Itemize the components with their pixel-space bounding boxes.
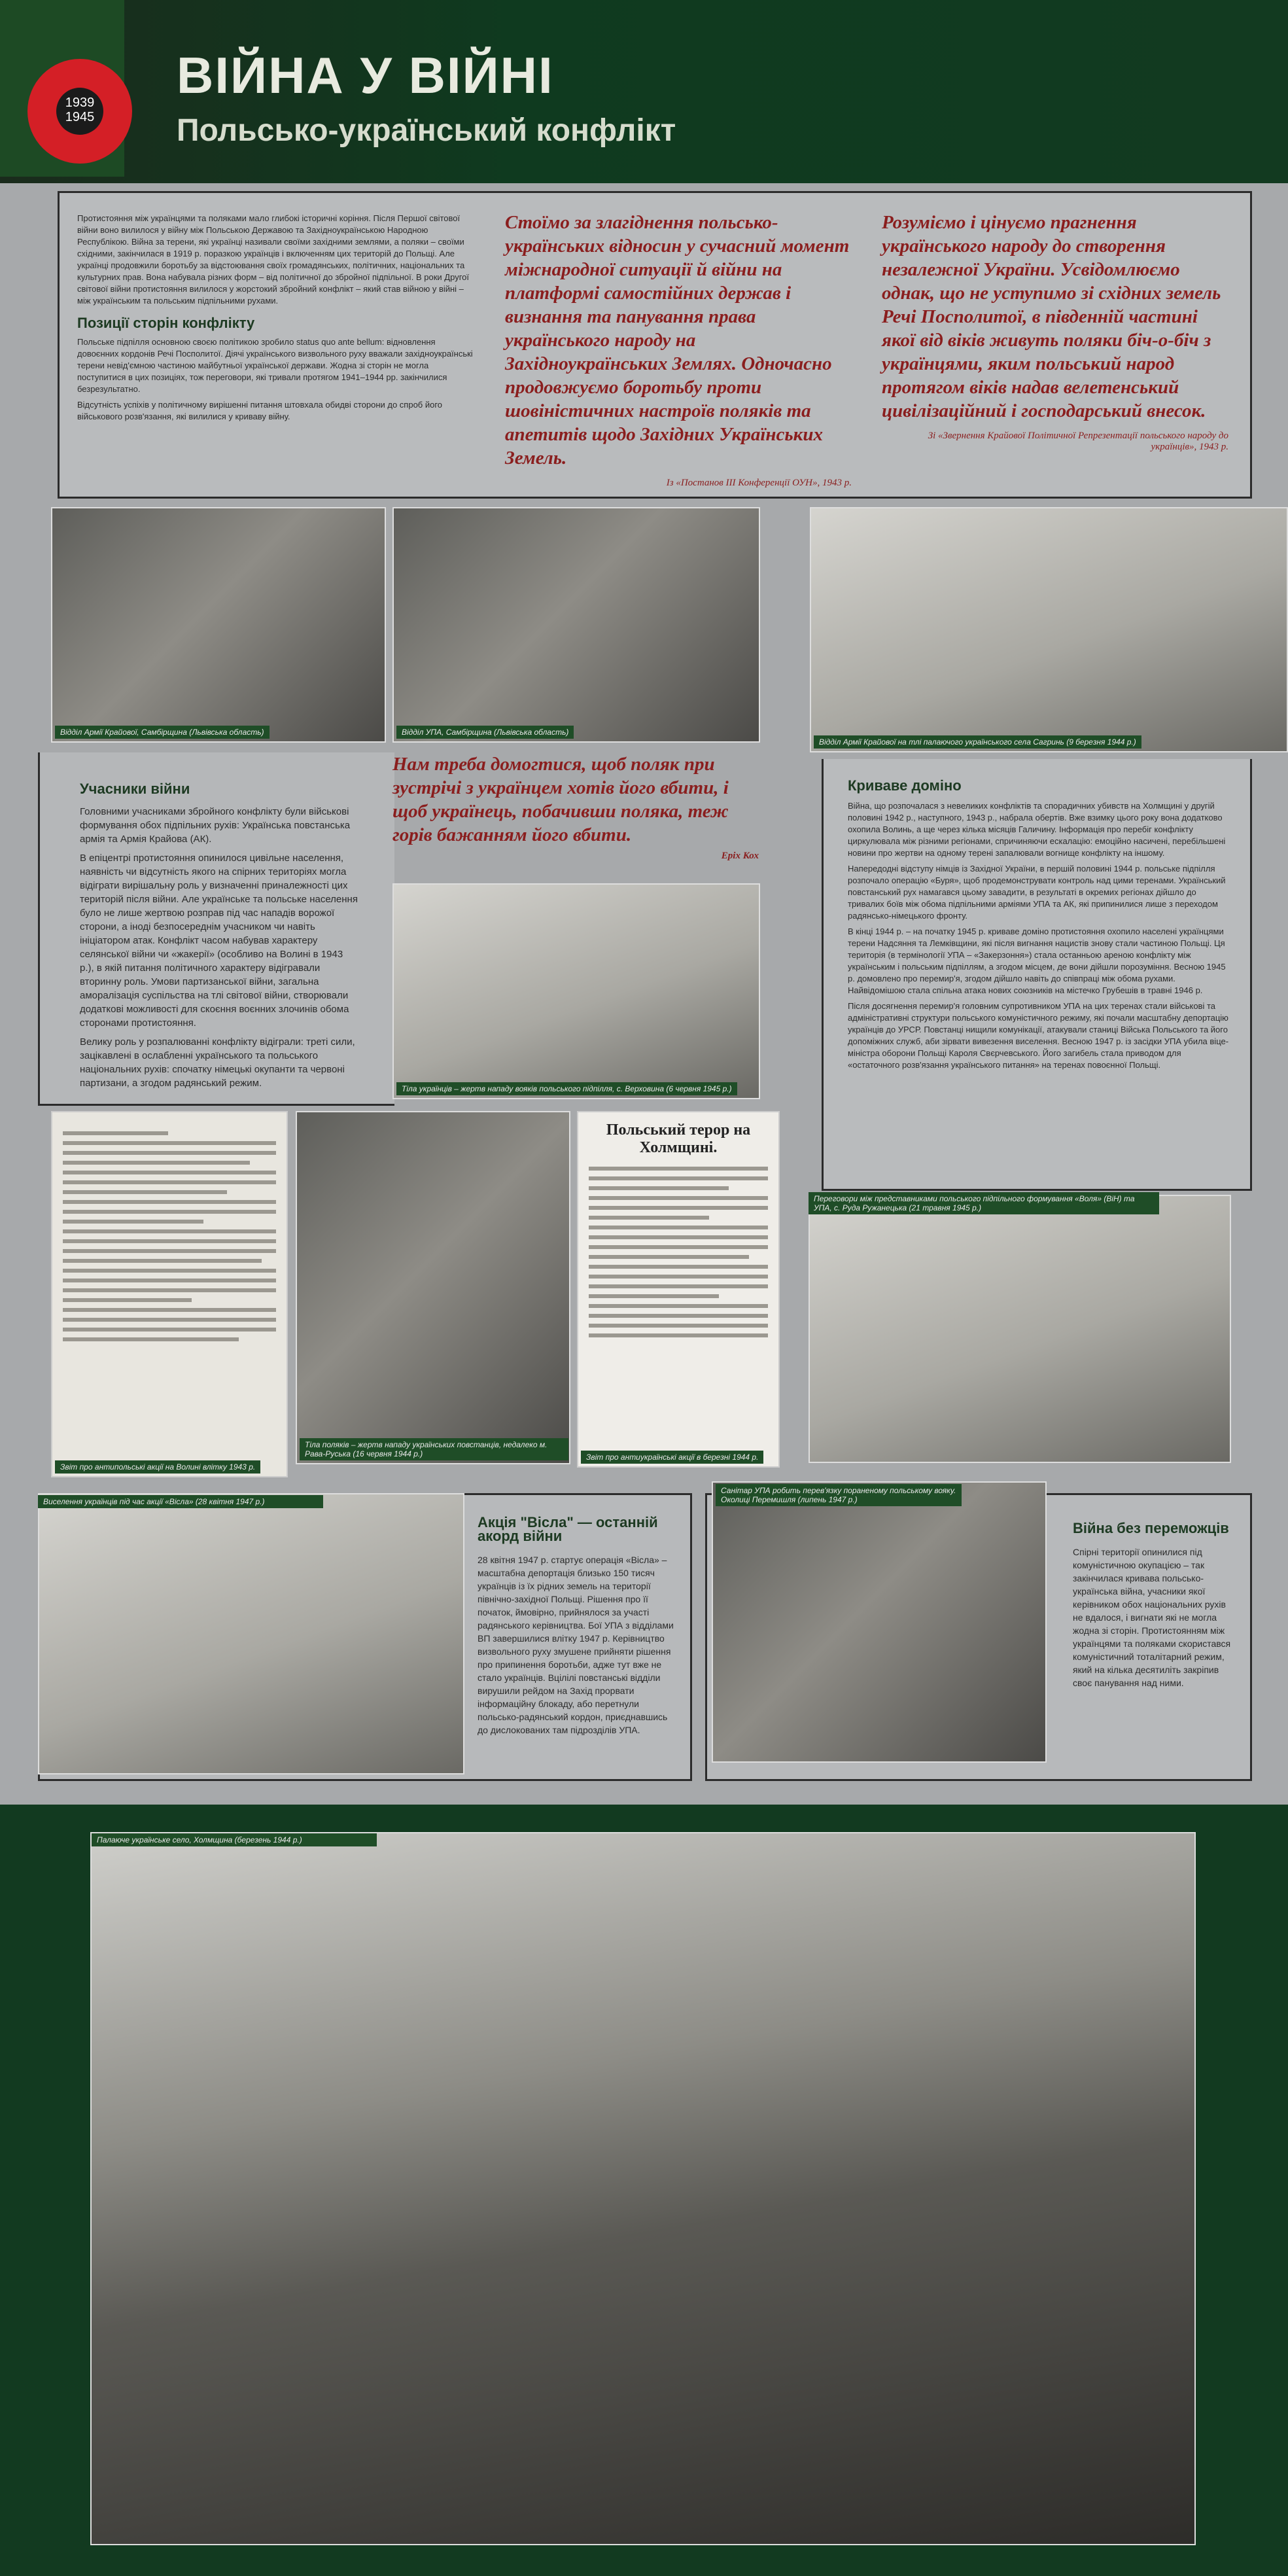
koch-quote-text: Нам треба домогтися, щоб поляк при зустрічі з українцем хотів його вбити, і щоб українець, побачивши поляка, теж горів бажанням його вбити. <box>392 754 729 845</box>
page-subtitle: Польсько-український конфлікт <box>177 113 676 148</box>
photo-upa-unit <box>392 507 760 743</box>
badge-year-end: 1945 <box>65 110 95 124</box>
vistula-photo-caption: Виселення українців під час акції «Вісла» (28 квітня 1947 р.) <box>38 1495 323 1508</box>
koch-quote <box>392 752 759 862</box>
no-winners-heading: Війна без переможців <box>1073 1520 1229 1536</box>
photo-vistula-deportation <box>38 1493 464 1774</box>
badge-year-start: 1939 <box>65 96 95 110</box>
document-title: Польський терор на Холмщині. <box>606 1121 751 1156</box>
domino-paragraph-3: В кінці 1944 р. – на початку 1945 р. криваве доміно протистояння охопило населені українцями терени Надсяння та Лемківщини, які після вигнання нацистів знову стали частиною Польщі. Ця територія (в термінології УПА – «Закерзоння») стала останньою ареною конфлікту між українським і польським підпіллям, а згодом місцем, де вони дійшли порозуміння. Весною 1945 р. домовлено про перемир'я, згодом дійшло навіть до співпраці між обома рухами. Найвідомішою стала спільна атака нових союзників на містечко Грубешів в травні 1946 р. <box>848 926 1226 995</box>
domino-paragraph-2: Напередодні відступу німців із Західної України, в першій половині 1944 р. польське підпілля розпочало операцію «Буря», щоб продемонструвати контроль над цими теренами. Український повстанський рух намагався цьому завадити, в результаті в окремих регіонах дійшло до тривалих боїв між обома підпільними арміями УПА та АК, які припинилися лише з переходом радянсько-німецького фронту. <box>848 864 1226 921</box>
negotiation-caption: Переговори між представниками польського підпільного формування «Воля» (ВіН) та УПА, с. Руда Ружанецька (21 травня 1945 р.) <box>809 1192 1159 1214</box>
domino-heading: Криваве доміно <box>848 777 962 794</box>
intro-paragraph-1: Протистояння між українцями та поляками мало глибокі історичні коріння. Після Першої світової війни воно вилилося у війну між Польською Державою та Західноукраїнською Народною Республікою. Війна за терени, які українці називали своїми західними землями, а поляки – своїми східними, закінчилася в 1919 р. поразкою українців і включенням цих територій до Польщі. Але українці продовжили боротьбу за відстоювання своїх громадянських, політичних, національних та культурних прав. Вона набувала різних форм – від політичної до збройної підпільної. В роки Другої світової війни протистояння вилилося у жорстокий збройний конфлікт – який став війною у війні – між українським та польським підпільними рухами. <box>77 213 469 306</box>
koch-quote-source: Еріх Кох <box>721 851 759 861</box>
participants-heading: Учасники війни <box>80 781 190 797</box>
oun-quote-source: Із «Постанов III Конференції ОУН», 1943 р. <box>666 478 852 488</box>
participants-paragraph-1: Головними учасниками збройного конфлікту були військові формування обох підпільних рухів: Українська повстанська армія та Армія Крайова (АК). <box>80 806 351 845</box>
photo-caption: Тіла поляків – жертв нападу українських повстанців, недалеко м. Рава-Руська (16 червня 1944 р.) <box>300 1438 568 1460</box>
photo-caption: Відділ Армії Крайової на тлі палаючого українського села Сагринь (9 березня 1944 р.) <box>814 735 1141 749</box>
photo-verkhovyna-victims <box>392 883 760 1099</box>
photo-caption: Тіла українців – жертв нападу вояків польського підпілля, с. Верховина (6 червня 1945 р.) <box>396 1082 737 1095</box>
vistula-heading: Акція "Вісла" — останній акорд війни <box>478 1514 658 1544</box>
participants-text <box>80 782 358 1090</box>
photo-burning-village <box>90 1832 1196 2545</box>
domino-paragraph-1: Війна, що розпочалася з невеликих конфліктів та спорадичних убивств на Холмщині у другій половині 1942 р., наступного, 1943 р., набрала обертів. Вже взимку цього року вона додатково охопила Волинь, а ще через кілька місяців Галичину. Інформація про перебіг конфлікту циркулювала між різними регіонами, спричиняючи ескалацію: емоційно насичені, перебільшені новини про жертви на одному терені запалювали вогнище конфлікту на іншому. <box>848 801 1226 858</box>
polish-quote <box>882 211 1228 453</box>
participants-paragraph-2: В епіцентрі протистояння опинилося цивільне населення, наявність чи відсутність якого на спірних територіях могла відіграти вирішальну роль у визначенні приналежності цих територій після війни. Але українське та польське населення було не лише жертвою розправ під час нападів ворожої сторони, а іноді безпосереднім учасником чи навіть ініціатором атак. Конфлікт часом набував характеру селянської війни чи «жакерії» (особливо на Волині в 1943 р.), в якій питання політичного характеру відігравали вторинну роль. Умови партизанської війни, загальна аморалізація суспільства на тлі світової війни, створювали додаткові можливості для скоєння воєнних злочинів обома сторонами протистояння. <box>80 853 358 1029</box>
domino-paragraph-4: Після досягнення перемир'я головним супротивником УПА на цих теренах стали військові та адміністративні структури польського комуністичного режиму, які почали масштабну депортацію українців до УРСР. Повстанці нищили комунікації, атакували станиці Війська Польського та його допоміжних служб, аби зірвати вивезення виселення. Весною 1947 р. із засідки УПА убила віце-міністра оборони Польщі Кароля Свєрчевського. Його загибель стала приводом для «остаточного розв'язання українського питання» на теренах повоєнної Польщі. <box>848 1001 1229 1070</box>
photo-upa-medic <box>712 1481 1047 1763</box>
document-caption: Звіт про антипольські акції на Волині влітку 1943 р. <box>55 1460 260 1473</box>
document-volyn-report <box>51 1111 288 1477</box>
intro-text <box>77 213 476 423</box>
domino-text <box>848 779 1230 1071</box>
vistula-paragraph: 28 квітня 1947 р. стартує операція «Вісла» – масштабна депортація близько 150 тисяч українців із їх рідних земель на території північно-західної Польщі. Рішення про її початок, ймовірно, прийнялося за участі радянського керівництва. Бої УПА з відділами ВП завершилися влітку 1947 р. Керівництво визвольного руху змушене прийняти рішення про припинення боротьби, адже тут вже не стало українців. Вцілілі повстанські відділи вирушили рейдом на Захід прорвати інформаційну блокаду, або перетнули польсько-радянський кордон, приєднавшись до дислокованих там підрозділів УПА. <box>478 1555 674 1735</box>
vistula-text <box>478 1515 677 1737</box>
no-winners-photo-caption: Санітар УПА робить перев'язку пораненому польському вояку. Околиці Перемишля (липень 1947 р.) <box>716 1484 962 1506</box>
burning-village-caption: Палаюче українське село, Холмщина (березень 1944 р.) <box>92 1833 377 1846</box>
page-title: ВІЙНА У ВІЙНІ <box>177 46 554 104</box>
intro-heading: Позиції сторін конфлікту <box>77 315 255 331</box>
oun-quote-text: Стоїмо за злагіднення польсько-українських відносин у сучасний момент міжнародної ситуації й війни на платформі самостійних держав і визнання та панування права українського народу на Західноукраїнських Землях. Одночасно продовжуємо боротьбу проти шовіністичних настроїв поляків та апетитів щодо Західних Українських Земель. <box>505 212 850 468</box>
participants-paragraph-3: Велику роль у розпалюванні конфлікту відіграли: треті сили, зацікавлені в ослабленні українського та польського національних рухів: спочатку німецькі окупанти та червоні партизани, а згодом радянський режим. <box>80 1036 355 1089</box>
document-kholm-terror <box>577 1111 780 1468</box>
photo-caption: Відділ Армії Крайової, Самбірщина (Львівська область) <box>55 726 270 739</box>
printed-lines <box>578 1157 778 1337</box>
badge-years <box>56 88 103 135</box>
intro-paragraph-2: Польське підпілля основною своєю політикою зробило status quo ante bellum: відновлення довоєнних кордонів Речі Посполитої. Діячі українського визвольного руху вважали західноукраїнські терени невід'ємною частиною майбутньої української держави. Жодна зі сторін не могла поступитися в цих позиціях, тож переговори, які тривали протягом 1941–1944 рр. закінчилися безрезультатно. <box>77 337 473 394</box>
no-winners-paragraph: Спірні території опинилися під комуністичною окупацією – так закінчилася кривава польсько-українська війна, учасники якої керівником обох національних рухів не вдалося, і вигнати які не могла жодна зі сторін. Протистоянням між українцями та поляками скористався комуністичний тоталітарний режим, який на кілька десятиліть закріпив своє панування над ними. <box>1073 1547 1231 1688</box>
photo-ak-sahryn <box>810 507 1288 752</box>
no-winners-text <box>1073 1521 1236 1689</box>
intro-paragraph-3: Відсутність успіхів у політичному вирішенні питання штовхала обидві сторони до спроб його військового розв'язання, які вилилися у криваву війну. <box>77 400 443 421</box>
photo-caption: Відділ УПА, Самбірщина (Львівська область) <box>396 726 574 739</box>
oun-quote <box>505 211 852 489</box>
photo-negotiations <box>809 1195 1231 1463</box>
typed-lines <box>52 1112 287 1341</box>
photo-ak-unit <box>51 507 386 743</box>
photo-rava-ruska-victims <box>296 1111 570 1464</box>
polish-quote-text: Розуміємо і цінуємо прагнення українського народу до створення незалежної України. Усвідомлюємо однак, що не уступимо зі східних земель Речі Посполитої, в південній частині якої від віків живуть поляки біч-о-біч з українцями, яким польський народ протягом віків надав велетенський цивілізаційний і господарський внесок. <box>882 212 1221 421</box>
polish-quote-source: Зі «Звернення Крайової Політичної Репрезентації польського народу до українців», 1943 р. <box>928 431 1228 452</box>
document-caption: Звіт про антиукраїнські акції в березні 1944 р. <box>581 1451 763 1464</box>
